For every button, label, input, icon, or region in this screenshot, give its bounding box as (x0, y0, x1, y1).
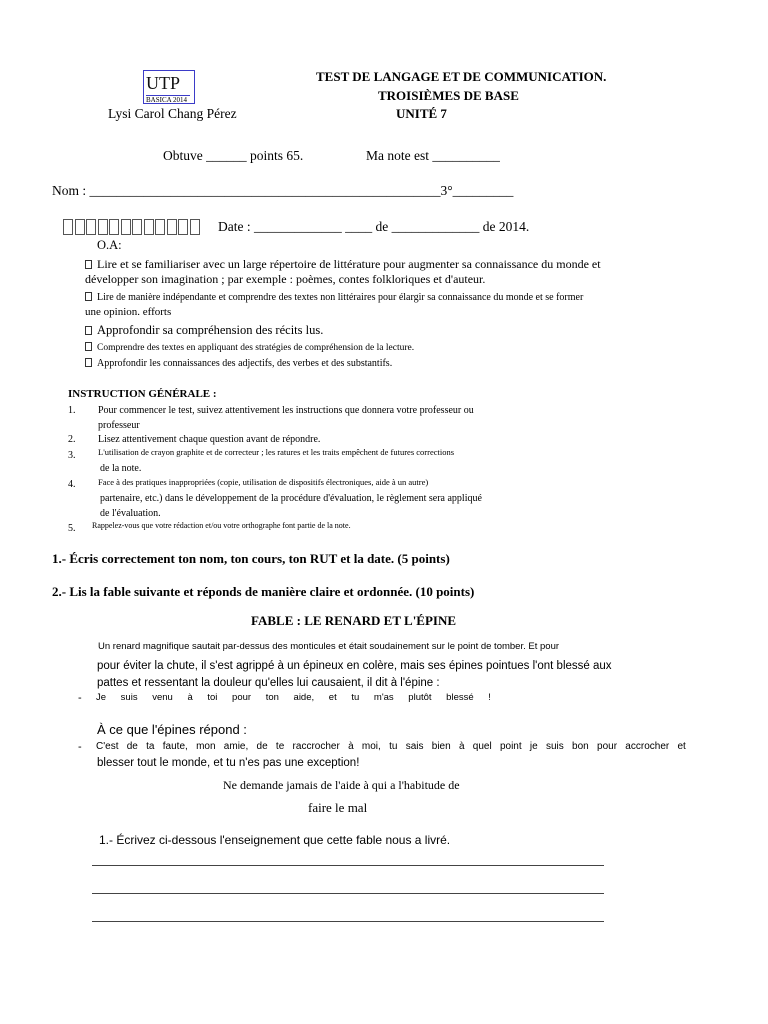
question-1: 1.- Écris correctement ton nom, ton cours, ton RUT et la date. (5 points) (52, 551, 450, 566)
instruction-text: Face à des pratiques inappropriées (copie, utilisation de dispositifs électroniques, aide à un autre) (98, 477, 429, 487)
name-field: Nom : ____________________________________________________3°_________ (52, 183, 514, 198)
objective-item-1-cont: développer son imagination ; par exemple : poèmes, contes folkloriques et d'auteur. (85, 272, 486, 286)
instruction-text: Lisez attentivement chaque question avant de répondre. (98, 434, 321, 445)
instruction-number: 2. (68, 434, 76, 445)
grade-field: Ma note est __________ (366, 148, 500, 163)
instruction-number: 1. (68, 405, 76, 416)
moral-line: Ne demande jamais de l'aide à qui a l'habitude de (223, 778, 460, 792)
instruction-text-cont: de la note. (100, 463, 142, 474)
question-2: 2.- Lis la fable suivante et réponds de manière claire et ordonnée. (10 points) (52, 584, 475, 599)
fable-title: FABLE : LE RENARD ET L'ÉPINE (251, 613, 457, 628)
instruction-text-cont: partenaire, etc.) dans le développement de la procédure d'évaluation, le règlement sera appliqué (100, 493, 482, 504)
objective-item-4: Comprendre des textes en appliquant des stratégies de compréhension de la lecture. (85, 342, 414, 354)
reply-intro: À ce que l'épines répond : (97, 722, 247, 737)
dialogue-dash: - (78, 741, 82, 753)
objective-item-3: Approfondir sa compréhension des récits lus. (85, 323, 323, 338)
fable-paragraph-line: Un renard magnifique sautait par-dessus des monticules et était soudainement sur le point de tomber. Et pour (98, 641, 560, 652)
fable-lesson-question: 1.- Écrivez ci-dessous l'enseignement que cette fable nous a livré. (99, 833, 451, 847)
utp-logo (143, 70, 195, 104)
objective-item-2: Lire de manière indépendante et comprendre des textes non littéraires pour élargir sa connaissance du monde et se former (85, 291, 583, 304)
fable-paragraph-line: pour éviter la chute, il s'est agrippé à un épineux en colère, mais ses épines pointues l'ont blessé aux (97, 660, 612, 672)
objective-item-5: Approfondir les connaissances des adjectifs, des verbes et des substantifs. (85, 358, 392, 369)
test-subtitle: TROISIÈMES DE BASE (378, 88, 519, 103)
answer-line[interactable] (92, 921, 604, 922)
rut-boxes (63, 219, 201, 235)
date-field: Date : _____________ ____ de _____________ de 2014. (218, 219, 530, 234)
instructions-heading: INSTRUCTION GÉNÉRALE : (68, 388, 217, 400)
fox-quote: Je suis venu à toi pour ton aide, et tu m'as plutôt blessé ! (96, 692, 491, 703)
thorn-quote: C'est de ta faute, mon amie, de te raccrocher à moi, tu sais bien à quel point je suis bon pour accrocher et (96, 741, 686, 752)
answer-line[interactable] (92, 865, 604, 866)
instruction-text: L'utilisation de crayon graphite et de correcteur ; les ratures et les traits empêchent de futures corrections (98, 447, 455, 457)
instruction-number: 5. (68, 523, 76, 534)
checkbox-icon (85, 260, 92, 269)
objective-item-2-cont: une opinion. efforts (85, 306, 172, 318)
dialogue-dash: - (78, 692, 82, 704)
checkbox-icon (85, 292, 92, 301)
answer-line[interactable] (92, 893, 604, 894)
objectives-heading: O.A: (97, 238, 122, 252)
checkbox-icon (85, 342, 92, 351)
instruction-text: Rappelez-vous que votre rédaction et/ou votre orthographe font partie de la note. (92, 521, 351, 530)
fable-paragraph-line: pattes et ressentant la douleur qu'elles lui causaient, il dit à l'épine : (97, 677, 440, 689)
logo-sub-text: BASICA 2014 (146, 95, 190, 104)
author-name: Lysi Carol Chang Pérez (108, 106, 237, 121)
checkbox-icon (85, 326, 92, 335)
instruction-text-cont: de l'évaluation. (100, 508, 161, 519)
checkbox-icon (85, 358, 92, 367)
moral-line: faire le mal (308, 800, 368, 815)
instruction-text-cont: professeur (98, 420, 140, 431)
points-obtained: Obtuve ______ points 65. (163, 148, 304, 163)
objective-item-1: Lire et se familiariser avec un large répertoire de littérature pour augmenter sa connaissance du monde et (85, 257, 601, 272)
instruction-text: Pour commencer le test, suivez attentivement les instructions que donnera votre professeur ou (98, 405, 474, 416)
test-title: TEST DE LANGAGE ET DE COMMUNICATION. (316, 69, 607, 84)
unit-label: UNITÉ 7 (396, 106, 447, 121)
instruction-number: 4. (68, 479, 76, 490)
thorn-quote-cont: blesser tout le monde, et tu n'es pas une exception! (97, 757, 360, 769)
logo-main-text: UTP (146, 73, 181, 93)
instruction-number: 3. (68, 450, 76, 461)
